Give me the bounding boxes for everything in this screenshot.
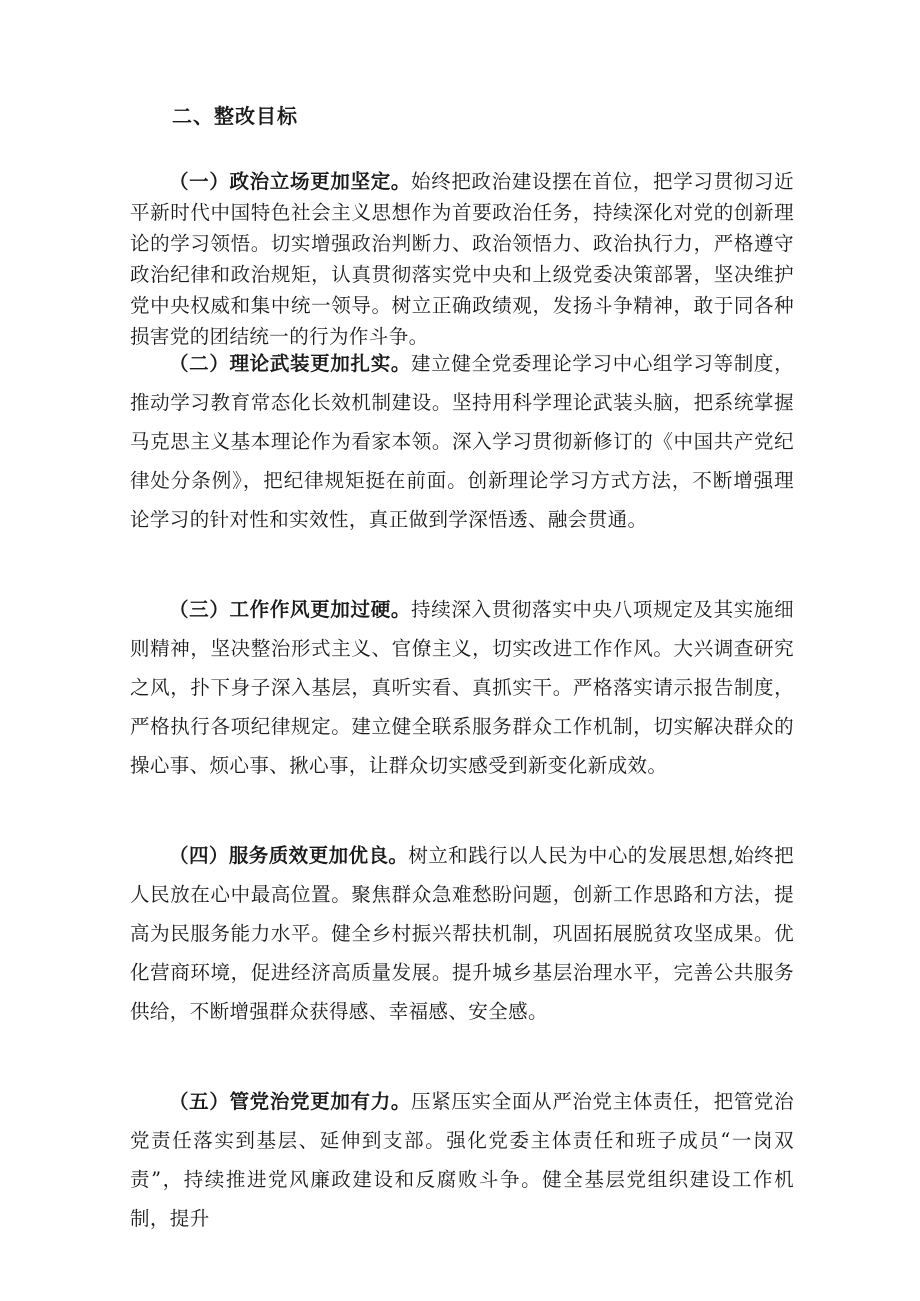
section-heading: 二、整改目标: [172, 104, 298, 128]
paragraph-lead: （一）政治立场更加坚定。: [169, 169, 412, 193]
paragraph-body: 持续深入贯彻落实中央八项规定及其实施细则精神，坚决整治形式主义、官僚主义，切实改进工作作风。大兴调查研究之风，扑下身子深入基层，真听实看、真抓实干。严格落实请示报告制度，严格执行各项纪律规定。建立健全联系服务群众工作机制，切实解决群众的操心事、烦心事、揪心事，让群众切实感受到新变化新成效。: [130, 597, 794, 777]
paragraph-political-stance: [130, 166, 794, 352]
paragraph-lead: （三）工作作风更加过硬。: [169, 597, 412, 621]
paragraph-lead: （四）服务质效更加优良。: [169, 843, 409, 867]
paragraph-body: 树立和践行以人民为中心的发展思想,始终把人民放在心中最高位置。聚焦群众急难愁盼问题，创新工作思路和方法，提高为民服务能力水平。健全乡村振兴帮扶机制，巩固拓展脱贫攻坚成果。优化营商环境，促进经济高质量发展。提升城乡基层治理水平，完善公共服务供给，不断增强群众获得感、幸福感、安全感。: [130, 843, 794, 1023]
paragraph-body: 建立健全党委理论学习中心组学习等制度，推动学习教育常态化长效机制建设。坚持用科学理论武装头脑，把系统掌握马克思主义基本理论作为看家本领。深入学习贯彻新修订的《中国共产党纪律处分条例》，把纪律规矩挺在前面。创新理论学习方式方法，不断增强理论学习的针对性和实效性，真正做到学深悟透、融会贯通。: [130, 351, 794, 531]
paragraph-body: 压紧压实全面从严治党主体责任，把管党治党责任落实到基层、延伸到支部。强化党委主体责任和班子成员“一岗双责”，持续推进党风廉政建设和反腐败斗争。健全基层党组织建设工作机制，提升: [130, 1089, 794, 1230]
paragraph-service-quality: [130, 836, 794, 1031]
paragraph-work-style: [130, 590, 794, 785]
paragraph-theory: [130, 344, 794, 539]
paragraph-lead: （五）管党治党更加有力。: [169, 1089, 412, 1113]
paragraph-body: 始终把政治建设摆在首位，把学习贯彻习近平新时代中国特色社会主义思想作为首要政治任务，持续深化对党的创新理论的学习领悟。切实增强政治判断力、政治领悟力、政治执行力，严格遵守政治纪律和政治规矩，认真贯彻落实党中央和上级党委决策部署，坚决维护党中央权威和集中统一领导。树立正确政绩观，发扬斗争精神，敢于同各种损害党的团结统一的行为作斗争。: [130, 169, 794, 348]
paragraph-party-governance: [130, 1082, 794, 1238]
paragraph-lead: （二）理论武装更加扎实。: [169, 351, 412, 375]
